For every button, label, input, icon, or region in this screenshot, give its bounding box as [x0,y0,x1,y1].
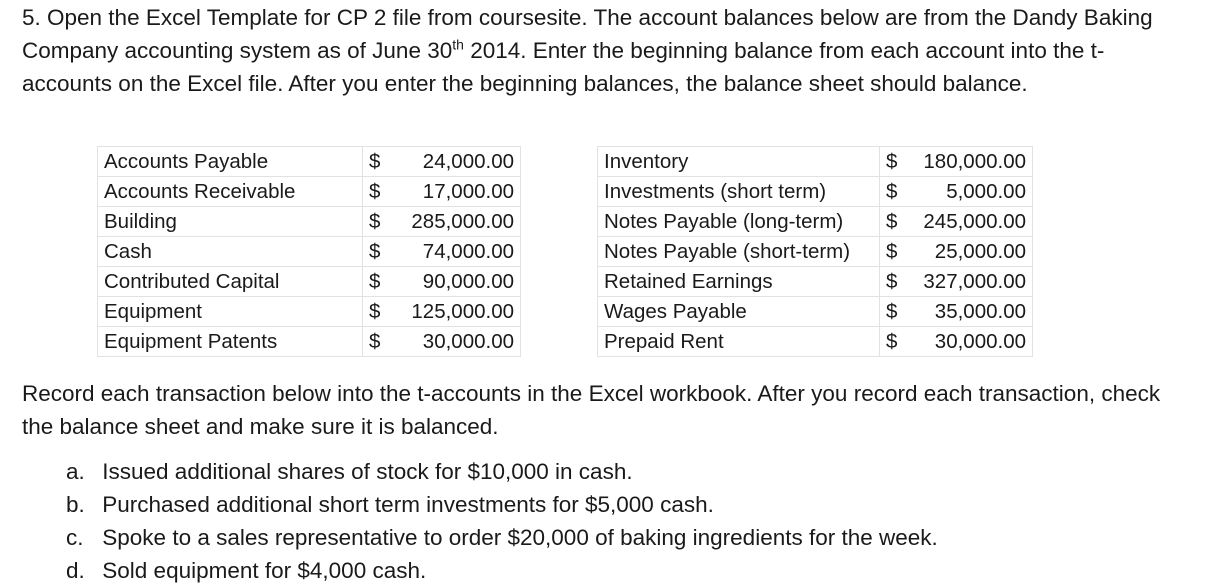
account-name: Notes Payable (long-term) [598,207,880,237]
currency-symbol: $ [369,270,381,293]
table-row [98,267,1033,297]
table-row [98,237,1033,267]
intro-text-part2: 2014. Enter the beginning balance from each account into the t-accounts on the Excel file. After you enter the beginning balances, the balance sheet should balance. [22,38,1105,96]
transaction-text: Issued additional shares of stock for $10,000 in cash. [102,459,633,484]
account-amount: 30,000.00 [422,330,514,353]
account-amount-cell [363,207,521,237]
account-name: Accounts Payable [98,147,363,177]
account-amount: 285,000.00 [411,210,514,233]
transaction-instructions: Record each transaction below into the t-accounts in the Excel workbook. After you record each transaction, check the balance sheet and make sure it is balanced. [22,381,1161,439]
currency-symbol: $ [886,330,898,353]
account-amount-cell [880,297,1033,327]
currency-symbol: $ [369,150,381,173]
column-spacer [521,207,598,237]
column-spacer [521,147,598,177]
column-spacer [521,327,598,357]
currency-symbol: $ [369,240,381,263]
account-amount: 35,000.00 [934,300,1026,323]
account-amount-cell [880,237,1033,267]
currency-symbol: $ [886,300,898,323]
transaction-text: Purchased additional short term investments for $5,000 cash. [102,492,714,517]
table-row [98,177,1033,207]
transaction-letter: d. [66,558,85,583]
account-amount: 327,000.00 [923,270,1026,293]
column-spacer [521,177,598,207]
table-row [98,327,1033,357]
transaction-letter: c. [66,525,84,550]
account-amount-cell [363,237,521,267]
account-name: Prepaid Rent [598,327,880,357]
account-amount-cell [880,267,1033,297]
account-name: Cash [98,237,363,267]
account-amount: 5,000.00 [946,180,1026,203]
account-amount-cell [363,147,521,177]
account-balances-table [97,146,1033,357]
account-amount: 24,000.00 [422,150,514,173]
currency-symbol: $ [886,180,898,203]
account-amount-cell [880,207,1033,237]
account-amount: 74,000.00 [422,240,514,263]
currency-symbol: $ [369,300,381,323]
account-amount-cell [880,177,1033,207]
currency-symbol: $ [886,270,898,293]
account-name: Retained Earnings [598,267,880,297]
currency-symbol: $ [369,330,381,353]
currency-symbol: $ [886,150,898,173]
column-spacer [521,297,598,327]
account-name: Notes Payable (short-term) [598,237,880,267]
account-amount: 125,000.00 [411,300,514,323]
account-amount: 17,000.00 [422,180,514,203]
transaction-text: Sold equipment for $4,000 cash. [102,558,427,583]
column-spacer [521,237,598,267]
currency-symbol: $ [886,240,898,263]
account-amount-cell [363,177,521,207]
table-row [98,147,1033,177]
account-name: Investments (short term) [598,177,880,207]
intro-paragraph [22,1,1192,100]
account-amount: 90,000.00 [422,270,514,293]
account-amount-cell [363,297,521,327]
list-item [66,455,938,488]
currency-symbol: $ [886,210,898,233]
currency-symbol: $ [369,180,381,203]
account-amount: 180,000.00 [923,150,1026,173]
account-name: Equipment [98,297,363,327]
table-row [98,207,1033,237]
account-amount-cell [363,267,521,297]
transaction-letter: b. [66,492,85,517]
account-amount: 25,000.00 [934,240,1026,263]
account-name: Wages Payable [598,297,880,327]
table-row [98,297,1033,327]
list-item [66,521,938,554]
account-name: Building [98,207,363,237]
column-spacer [521,267,598,297]
account-name: Inventory [598,147,880,177]
account-amount-cell [880,327,1033,357]
account-amount-cell [880,147,1033,177]
account-name: Contributed Capital [98,267,363,297]
transaction-list [66,455,938,587]
account-name: Equipment Patents [98,327,363,357]
list-item [66,554,938,587]
transaction-letter: a. [66,459,85,484]
date-ordinal-suffix: th [452,36,464,53]
currency-symbol: $ [369,210,381,233]
account-name: Accounts Receivable [98,177,363,207]
intro-text-part1: 5. Open the Excel Template for CP 2 file from coursesite. The account balances below are from the Dandy Baking Company accounting system as of June 30 [22,5,1153,63]
account-amount: 30,000.00 [934,330,1026,353]
list-item [66,488,938,521]
transaction-text: Spoke to a sales representative to order $20,000 of baking ingredients for the week. [102,525,938,550]
account-amount-cell [363,327,521,357]
account-amount: 245,000.00 [923,210,1026,233]
